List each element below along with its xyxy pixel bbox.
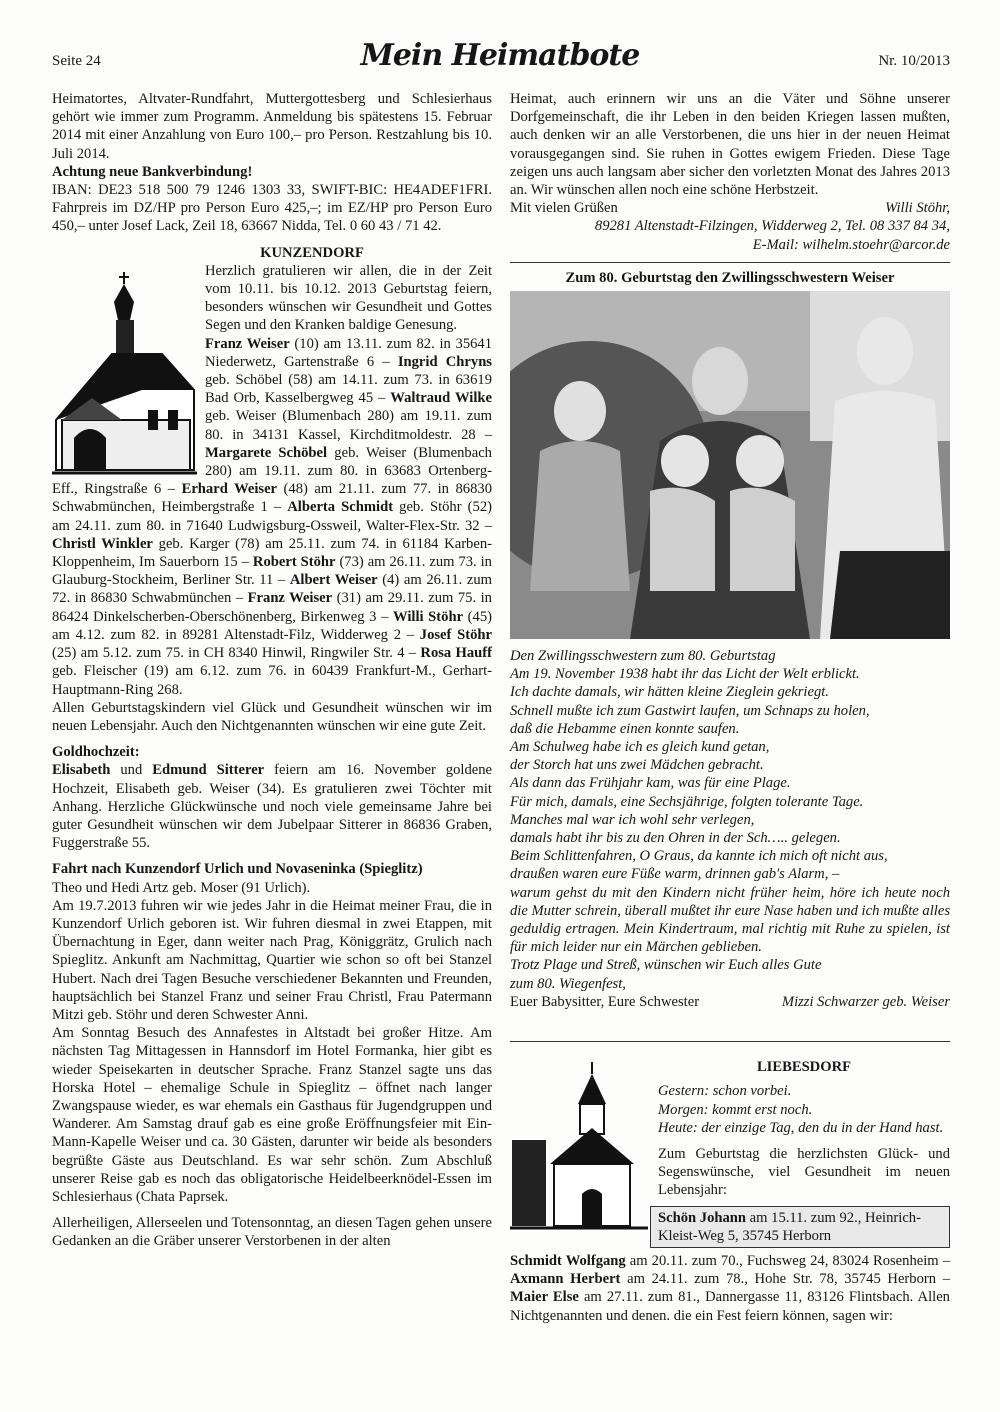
- bday-name: Christl Winkler: [52, 535, 153, 552]
- bday-name: Ingrid Chryns: [397, 353, 492, 370]
- bday-name: Josef Stöhr: [419, 626, 492, 643]
- bday-text: geb. Weiser (Blumenbach 280) am 19.11. zum 80. in 34131 Kassel, Kirchditmoldestr. 28 –: [205, 408, 492, 443]
- poem-sign-left: Euer Babysitter, Eure Schwester: [510, 993, 700, 1010]
- gold-heading: Goldhochzeit:: [52, 744, 140, 761]
- verse-line: Morgen: kommt erst noch.: [658, 1101, 813, 1118]
- poem-line: Manches mal war ich wohl sehr verlegen,: [510, 811, 755, 828]
- poem-line: Ich dachte damals, wir hätten kleine Zieglein gekriegt.: [510, 684, 829, 701]
- intro-paragraph: Heimatortes, Altvater-Rundfahrt, Muttergottesberg und Schlesierhaus gehört wie immer zum Programm. Anmeldung bis spätestens 15. Februar 2014 mit einer Anzahlung von Euro 100,– pro Person. Restzahlung bis 10. Juli 2014.: [52, 91, 492, 162]
- chapel-illustration: [510, 1060, 648, 1230]
- signer-address: 89281 Altenstadt-Filzingen, Widderweg 2, Tel. 08 337 84 34,: [594, 218, 950, 235]
- bday-text: (48) am 21.11. zum 77. in 86830 Schwabmünchen, Heimbergstraße 1 –: [52, 481, 492, 516]
- poem-line: draußen waren eure Füße warm, drinnen gab's Alarm, –: [510, 866, 840, 883]
- lieb-text: am 27.11. zum 81., Dannergasse 11, 83126 Flintsbach. Allen Nichtgenannten und denen. die ein Fest feiern können, sagen wir:: [510, 1289, 950, 1324]
- poem-line: der Storch hat uns zwei Mädchen gebracht.: [510, 757, 764, 774]
- issue-number: Nr. 10/2013: [878, 53, 950, 69]
- lieb-text: am 20.11. zum 70., Fuchsweg 24, 83024 Rosenheim –: [625, 1252, 950, 1269]
- gold-name: Elisabeth: [52, 762, 111, 779]
- poem-sign-right: Mizzi Schwarzer geb. Weiser: [781, 993, 950, 1010]
- signer-email: E-Mail: wilhelm.stoehr@arcor.de: [752, 236, 950, 253]
- trip-heading: Fahrt nach Kunzendorf Urlich und Novaseninka (Spieglitz): [52, 861, 423, 878]
- poem-line: Trotz Plage und Streß, wünschen wir Euch alles Gute: [510, 957, 822, 974]
- church-illustration: [52, 270, 197, 475]
- greeting: Mit vielen Grüßen: [510, 200, 618, 217]
- bday-name: Franz Weiser: [205, 335, 290, 352]
- twins-title: Zum 80. Geburtstag den Zwillingsschwestern Weiser: [565, 269, 895, 286]
- poem-line: Für mich, damals, eine Sechsjährige, folgten tolerante Tage.: [510, 793, 864, 810]
- trip-paragraph: Am Sonntag Besuch des Annafestes in Altstadt bei großer Hitze. Am nächsten Tag Mittagessen in Hannsdorf im Hotel Formanka, hier gibt es wieder Speisekarten in deutscher Sprache. Franz Stanzel sagte uns das Horska Hotel – ehemalige Schule in Spieglitz – öffnet nach langer Zwangspause wieder, es war ehemals ein Gasthaus für Jugendgruppen und Wanderer. Am Samstag drauf gab es eine große Eröffnungsfeier mit Ein-Mann-Kapelle Weiser und ca. 30 Gästen, darunter wir beide als besonders begrüßte Gäste aus Deutschland. Es war sehr schön. Zum Abschluß unserer Reise gab es noch das obligatorische Heidelbeerknödel-Essen im Schlesierhaus (Chata Paprsek.: [52, 1025, 492, 1205]
- kunzendorf-intro: Herzlich gratulieren wir allen, die in der Zeit vom 10.11. bis 10.12. 2013 Geburtstag feiern, besonders wünschen wir Gesundheit und Gottes Segen und den Kranken baldige Genesung.: [205, 262, 492, 334]
- continuation-paragraph: Heimat, auch erinnern wir uns an die Väter und Söhne unserer Dorfgemeinschaft, die ihr Leben in den beiden Kriegen lassen mußten, auch denken wir an alle Verstorbenen, die uns hier in der neuen Heimat vorausgegangen sind. Sie ruhen in Gottes ewigem Frieden. Diese Tage zeigen uns auch langsam aber sicher den vorletzten Monat des Jahres 2013 an. Wir wünschen allen noch eine schöne Herbstzeit.: [510, 91, 950, 199]
- memorial-paragraph: Allerheiligen, Allerseelen und Totensonntag, an diesen Tagen gehen unsere Gedanken an die Gräber unserer Verstorbenen in der alten: [52, 1215, 492, 1250]
- bank-heading: Achtung neue Bankverbindung!: [52, 163, 253, 180]
- highlight-box: [650, 1206, 950, 1248]
- bday-text: geb. Karger (78) am 25.11. zum 74. in 61184 Karben-Kloppenheim, Im Sauerborn 15 –: [52, 535, 492, 571]
- gold-paragraph: [52, 761, 492, 852]
- bday-name: Margarete Schöbel: [205, 444, 328, 461]
- poem-line: Beim Schlittenfahren, O Graus, da kannte ich mich oft nicht aus,: [510, 848, 888, 865]
- lieb-name: Axmann Herbert: [510, 1271, 621, 1288]
- bday-text: geb. Fleischer (19) am 6.12. zum 76. in 60439 Frankfurt-M., Gerhart-Hauptmann-Ring 268.: [52, 663, 492, 698]
- box-name: Schön Johann: [658, 1209, 747, 1226]
- trip-paragraph: Am 19.7.2013 fuhren wir wie jedes Jahr in die Heimat meiner Frau, die in Kunzendorf Urlich geboren ist. Wir fuhren diesmal in zwei Etappen, mit Übernachtung in Eger, dann weiter nach Prag, Königgrätz, Grulich nach Spieglitz. Ankunft am Nachmittag, Quartier wie schon so oft bei Stanzel Hubert. Nach drei Tagen Besuche verschiedener Bekannten und Freunden, hauptsächlich bei Stanzel Franz und seiner Frau Christl, Frau Patermann Mitzi geb. Stöhr und deren Schwester Anni.: [52, 897, 492, 1023]
- bday-text: geb. Stöhr (52) am 24.11. zum 80. in 71640 Ludwigsburg-Ossweil, Walter-Flex-Str. 32 –: [52, 499, 492, 534]
- bday-text: geb. Schöbel (58) am 14.11. zum 73. in 63619 Bad Orb, Kasselbergweg 45 –: [205, 372, 492, 407]
- bday-text: (45) am 4.12. zum 82. in 89281 Altenstadt-Filz, Widderweg 2 –: [52, 608, 492, 643]
- lieb-text: am 24.11. zum 78., Hohe Str. 78, 35745 Herborn –: [620, 1271, 950, 1288]
- bday-name: Robert Stöhr: [252, 554, 336, 571]
- trip-subline: Theo und Hedi Artz geb. Moser (91 Urlich).: [52, 879, 311, 896]
- bday-name: Erhard Weiser: [181, 481, 278, 498]
- bday-name: Waltraud Wilke: [390, 390, 492, 407]
- bday-text: geb. Weiser (Blumenbach 280) am 19.11. zum 80. in 63683 Ortenberg- Eff., Ringstraße 6 –: [52, 444, 492, 498]
- left-column: [52, 90, 492, 1251]
- liebesdorf-intro: Zum Geburtstag die herzlichsten Glück- und Segenswünsche, viel Gesundheit im neuen Lebensjahr:: [658, 1145, 950, 1199]
- right-column: [510, 90, 950, 1325]
- kunzendorf-title: KUNZENDORF: [260, 244, 364, 261]
- bday-name: Alberta Schmidt: [287, 499, 394, 516]
- poem-line: damals habt ihr bis zu den Ohren in der Sch….. gelegen.: [510, 830, 841, 847]
- lieb-name: Schmidt Wolfgang: [510, 1252, 626, 1269]
- verse-line: Gestern: schon vorbei.: [658, 1083, 792, 1100]
- box-text: am 15.11. zum 92., Heinrich-Kleist-Weg 5, 35745 Herborn: [658, 1209, 921, 1244]
- bday-name: Franz Weiser: [247, 590, 333, 607]
- signer-name: Willi Stöhr,: [885, 200, 950, 217]
- bday-text: (31) am 29.11. zum 75. in 86424 Dinkelscherben-Oberschönenberg, Birkenweg 3 –: [52, 590, 492, 625]
- poem-line: Als dann das Frühjahr kam, was für eine Plage.: [510, 775, 791, 792]
- liebesdorf-title: LIEBESDORF: [756, 1059, 852, 1076]
- liebesdorf-list: [510, 1252, 950, 1325]
- gold-name: Edmund Sitterer: [152, 762, 265, 779]
- bank-paragraph: IBAN: DE23 518 500 79 1246 1303 33, SWIFT-BIC: HE4ADEF1FRI. Fahrpreis im DZ/HP pro Person Euro 425,–; im EZ/HP pro Person Euro 450,– unter Josef Lack, Zeil 18, 63667 Nidda, Tel. 0 60 43 / 71 42.: [52, 182, 492, 235]
- poem-line: zum 80. Wiegenfest,: [510, 975, 626, 992]
- gold-and: und: [110, 762, 153, 779]
- bday-text: (73) am 26.11. zum 73. in Glauburg-Stockheim, Berliner Str. 11 –: [52, 554, 492, 589]
- kunzendorf-outro: Allen Geburtstagskindern viel Glück und Gesundheit wünschen wir im neuen Lebensjahr. Auch den Nichtgenannten wünschen wir eine gute Zeit.: [52, 699, 492, 734]
- birthday-poem: [510, 647, 950, 993]
- bday-text: (10) am 13.11. zum 82. in 35641 Niederwetz, Gartenstraße 6 –: [205, 335, 493, 370]
- verse-line: Heute: der einzige Tag, den du in der Hand hast.: [658, 1119, 944, 1136]
- poem-line: Schnell mußte ich zum Gastwirt laufen, um Schnaps zu holen,: [510, 702, 870, 719]
- poem-line: daß die Hebamme einen konnte saufen.: [510, 720, 740, 737]
- bday-name: Albert Weiser: [289, 572, 378, 589]
- gold-text: feiern am 16. November goldene Hochzeit, Elisabeth geb. Weiser (34). Es gratulieren zwei Töchter mit Anhang. Herzliche Glückwünsche und noch viele gemeinsame Jahre bei guter Gesundheit wünschen wir dem Jubelpaar Sitterer in 86836 Graben, Fuggerstraße 55.: [52, 762, 492, 852]
- bday-name: Willi Stöhr: [393, 608, 464, 625]
- poem-line: Am Schulweg habe ich es gleich kund getan,: [510, 739, 770, 756]
- masthead-logo: Mein Heimatbote: [360, 38, 640, 73]
- bday-text: (25) am 5.12. zum 75. in CH 8340 Hinwil, Ringwiler Str. 4 –: [52, 645, 421, 662]
- bday-text: (4) am 26.11. zum 72. in 86830 Schwabmünchen –: [52, 572, 492, 607]
- poem-line: Am 19. November 1938 habt ihr das Licht der Welt erblickt.: [510, 666, 860, 683]
- lieb-name: Maier Else: [510, 1289, 579, 1306]
- bday-name: Rosa Hauff: [420, 645, 492, 662]
- poem-line: Den Zwillingsschwestern zum 80. Geburtstag: [510, 648, 776, 665]
- page-header: [0, 40, 1000, 80]
- family-photo: [510, 291, 950, 639]
- poem-line: warum gehst du mit den Kindern nicht früher heim, höre ich heute noch die Mutter schrein, überall mußtet ihr eure Nase haben und ich mußte alles geduldig ertragen. Mein Kindertraum, mal richtig mit Ruhe zu spielen, ist für mich leider nur ein Märchen geblieben.: [510, 884, 950, 956]
- page-number: Seite 24: [52, 53, 101, 69]
